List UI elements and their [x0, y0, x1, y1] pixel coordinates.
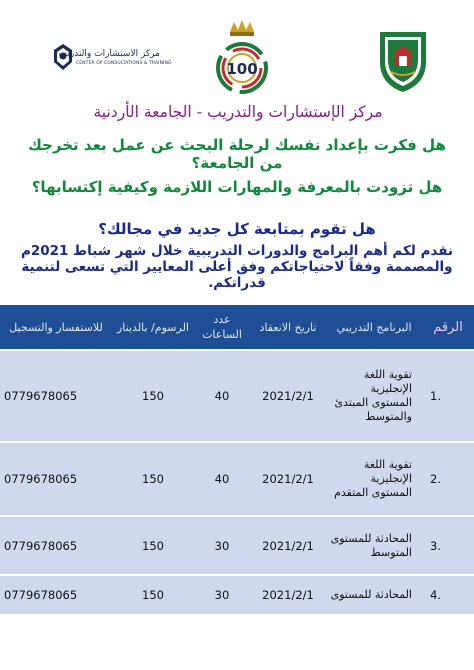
- cell-fees: 150: [112, 350, 194, 442]
- question-1: هل فكرت بإعداد نفسك لرحلة البحث عن عمل بعد تخرجك من الجامعة؟: [28, 136, 446, 172]
- cell-hours: 30: [194, 516, 250, 575]
- cell-hours: 40: [194, 350, 250, 442]
- header-date: تاريخ الانعقاد: [250, 305, 326, 350]
- page-title: مركز الإستشارات والتدريب - الجامعة الأردنية: [93, 103, 383, 121]
- consulting-center-name-ar: مركز الاستشارات والتدريب: [58, 49, 160, 59]
- cell-contact-phone: 0779678065: [0, 350, 112, 442]
- header-contact: للاستفسار والتسجيل: [0, 305, 112, 350]
- header-fees: الرسوم/ بالدينار: [112, 305, 194, 350]
- cell-contact-phone: 0779678065: [0, 575, 112, 614]
- cell-date: 2021/2/1: [250, 442, 326, 516]
- cell-contact-phone: 0779678065: [0, 442, 112, 516]
- header-index: الرقم: [422, 305, 474, 350]
- cell-program: تقوية اللغة الإنجليزية المستوى المتقدم: [326, 442, 422, 516]
- cell-contact-phone: 0779678065: [0, 516, 112, 575]
- intro-paragraph: نقدم لكم أهم البرامج والدورات التدريبية خلال شهر شباط 2021م والمصممة وفقاً لاحتياجاتكم وفق أعلى المعايير التي تسعى لتنمية قدراتكم.: [20, 243, 454, 291]
- crown-icon: [230, 20, 254, 36]
- cell-index: .3: [422, 516, 474, 575]
- table-row: [0, 516, 474, 575]
- header-program: البرنامج التدريبي: [326, 305, 422, 350]
- cell-index: .4: [422, 575, 474, 614]
- table-row: [0, 575, 474, 614]
- centennial-100-logo: [208, 18, 276, 98]
- question-2: هل تزودت بالمعرفة والمهارات اللازمة وكيفية إكتسابها؟: [31, 178, 443, 196]
- cell-fees: 150: [112, 575, 194, 614]
- question-3: هل تقوم بمتابعة كل جديد في مجالك؟: [98, 220, 376, 238]
- table-row: [0, 442, 474, 516]
- logo-bar: [0, 0, 474, 100]
- cell-program: المحادثة للمستوى المتوسط: [326, 516, 422, 575]
- university-of-jordan-shield-icon: [377, 28, 429, 94]
- centennial-number: 100: [226, 60, 258, 78]
- cell-fees: 150: [112, 442, 194, 516]
- cell-program: المحادثة للمستوى: [326, 575, 422, 614]
- programs-table-container: [0, 305, 474, 670]
- consulting-center-name-en: CENTER OF CONSULTATIONS & TRAINING: [76, 61, 172, 66]
- cell-index: .1: [422, 350, 474, 442]
- cell-index: .2: [422, 442, 474, 516]
- table-row: [0, 350, 474, 442]
- cell-fees: 150: [112, 516, 194, 575]
- programs-table: [0, 305, 474, 614]
- cell-date: 2021/2/1: [250, 575, 326, 614]
- consulting-center-logo: [52, 42, 172, 76]
- header-hours: عدد الساعات: [194, 305, 250, 350]
- cell-date: 2021/2/1: [250, 350, 326, 442]
- table-header-row: [0, 305, 474, 350]
- cell-hours: 40: [194, 442, 250, 516]
- cell-hours: 30: [194, 575, 250, 614]
- cell-program: تقوية اللغة الإنجليزية المستوى المبتدئ والمتوسط: [326, 350, 422, 442]
- cell-date: 2021/2/1: [250, 516, 326, 575]
